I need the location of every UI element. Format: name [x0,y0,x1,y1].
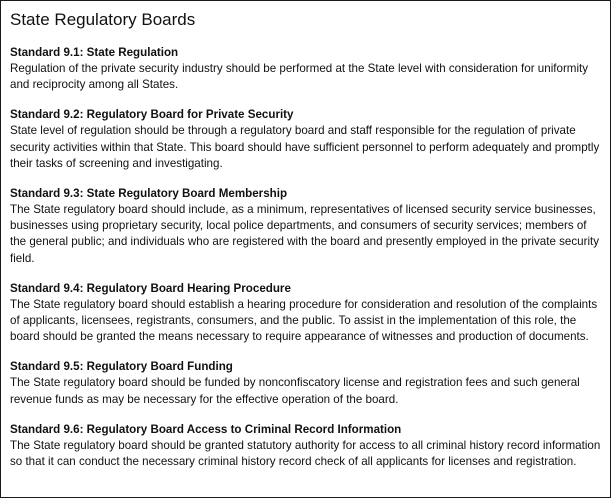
standard-body: The State regulatory board should include, as a minimum, representatives of licensed security service businesses, businesses using proprietary security, local police departments, and consumers of security services; members of the general public; and individuals who are registered with the board and presently employed in the private security field. [10,203,600,265]
standard-9-1 [10,45,604,93]
standard-heading: Standard 9.5: Regulatory Board Funding [10,360,233,374]
standard-heading: Standard 9.3: State Regulatory Board Membership [10,187,288,201]
standard-heading: Standard 9.2: Regulatory Board for Private Security [10,108,294,122]
standard-body: Regulation of the private security industry should be performed at the State level with consideration for uniformity and reciprocity among all States. [10,62,589,92]
standard-heading: Standard 9.6: Regulatory Board Access to Criminal Record Information [10,422,402,436]
standard-body: The State regulatory board should establish a hearing procedure for consideration and resolution of the complaints of applicants, licensees, registrants, consumers, and the public. To assist in the implementation of this role, the board should be granted the means necessary to require appearance of witnesses and production of documents. [10,297,598,344]
standard-9-4 [10,281,604,346]
standard-9-6 [10,422,604,470]
standard-heading: Standard 9.1: State Regulation [10,46,179,59]
document-title: State Regulatory Boards [10,10,196,29]
standard-heading: Standard 9.4: Regulatory Board Hearing Procedure [10,281,291,295]
standard-body: The State regulatory board should be granted statutory authority for access to all criminal history record information so that it can conduct the necessary criminal history record check of all applicants for licenses and registration. [10,438,601,469]
standard-body: The State regulatory board should be funded by nonconfiscatory license and registration fees and such general revenue funds as may be necessary for the effective operation of the board. [10,376,580,406]
standard-9-5 [10,359,604,407]
standard-9-2 [10,107,604,172]
standard-body: State level of regulation should be through a regulatory board and staff responsible for the regulation of private security activities within that State. This board should have sufficient personnel to perform adequately and promptly their tasks of screening and investigating. [10,124,600,170]
standard-9-3 [10,186,604,267]
